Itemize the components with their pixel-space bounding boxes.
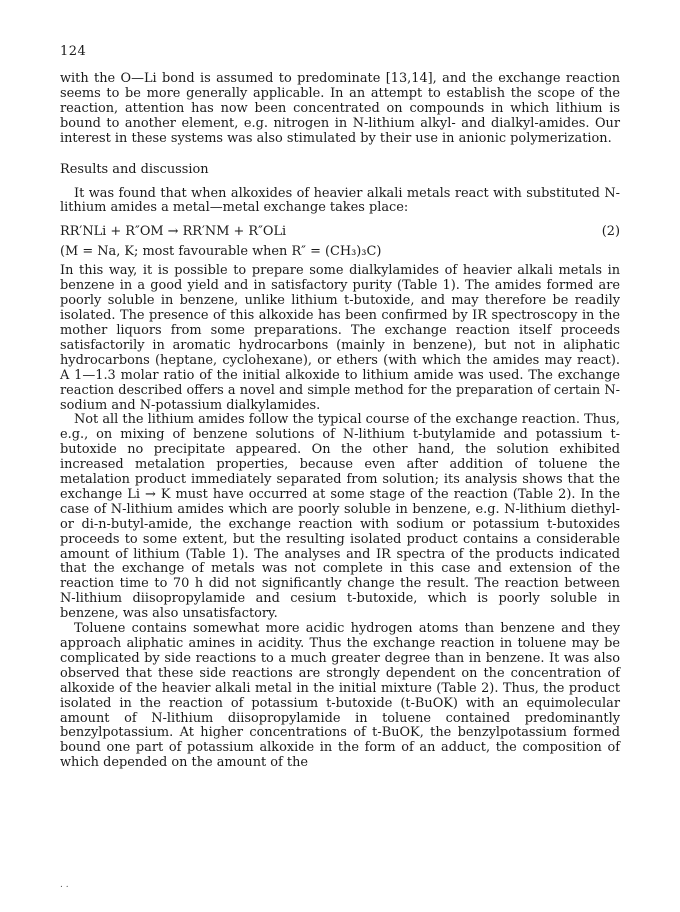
- equation-text: RR′NLi + R″OM → RR′NM + R″OLi: [60, 224, 287, 240]
- equation-condition: (M = Na, K; most favourable when R″ = (CH₃)₃C): [60, 244, 382, 260]
- equation-row: [60, 224, 620, 239]
- body-paragraph-2: Not all the lithium amides follow the typical course of the exchange reaction. Thus, e.g., on mixing of benzene solutions of N-lithium t-butylamide and potassium t-butoxide no precipitate appeared. On the other hand, the solution exhibited increased metalation properties, because even after addition of toluene the metalation product immediately separated from solution; its analysis shows that the exchange Li → K must have occurred at some stage of the reaction (Table 2). In the case of N-lithium amides which are poorly soluble in benzene, e.g. N-lithium diethyl- or di-n-butyl-amide, the exchange reaction with sodium or potassium t-butoxides proceeds to some extent, but the resulting isolated product contains a considerable amount of lithium (Table 1). The analyses and IR spectra of the products indicated that the exchange of metals was not complete in this case and extension of the reaction time to 70 h did not significantly change the result. The reaction between N-lithium diisopropylamide and cesium t-butoxide, which is poorly soluble in benzene, was also unsatisfactory.: [60, 412, 620, 622]
- equation-number: (2): [601, 224, 620, 240]
- intro-paragraph: with the O—Li bond is assumed to predominate [13,14], and the exchange reaction seems to be more generally applicable. In an attempt to establish the scope of the reaction, attention has now been concentrated on compounds in which lithium is bound to another element, e.g. nitrogen in N-lithium alkyl- and dialkyl-amides. Our interest in these systems was also stimulated by their use in anionic polymerization.: [60, 71, 620, 146]
- body-paragraph-1: In this way, it is possible to prepare some dialkylamides of heavier alkali metals in benzene in a good yield and in satisfactory purity (Table 1). The amides formed are poorly soluble in benzene, unlike lithium t-butoxide, and may therefore be readily isolated. The presence of this alkoxide has been confirmed by IR spectroscopy in the mother liquors from some preparations. The exchange reaction itself proceeds satisfactorily in aromatic hydrocarbons (mainly in benzene), but not in aliphatic hydrocarbons (heptane, cyclohexane), or ethers (with which the amides may react). A 1—1.3 molar ratio of the initial alkoxide to lithium amide was used. The exchange reaction described offers a novel and simple method for the preparation of certain N-sodium and N-potassium dialkylamides.: [60, 263, 620, 413]
- page-number: 124: [60, 44, 87, 59]
- section-title: Results and discussion: [60, 161, 209, 177]
- article-body: [60, 72, 620, 771]
- body-paragraph-3: Toluene contains somewhat more acidic hydrogen atoms than benzene and they approach aliphatic amines in acidity. Thus the exchange reaction in toluene may be complicated by side reactions to a much greater degree than in benzene. It was also observed that these side reactions are strongly dependent on the concentration of alkoxide of the heavier alkali metal in the initial mixture (Table 2). Thus, the product isolated in the reaction of potassium t-butoxide (t-BuOK) with an equimolecular amount of N-lithium diisopropylamide in toluene contained predominantly benzylpotassium. At higher concentrations of t-BuOK, the benzylpotassium formed bound one part of potassium alkoxide in the form of an adduct, the composition of which depended on the amount of the: [60, 621, 620, 771]
- lead-paragraph: It was found that when alkoxides of heavier alkali metals react with substituted N-lithium amides a metal—metal exchange takes place:: [60, 185, 620, 216]
- footer-mark: . .: [60, 880, 69, 890]
